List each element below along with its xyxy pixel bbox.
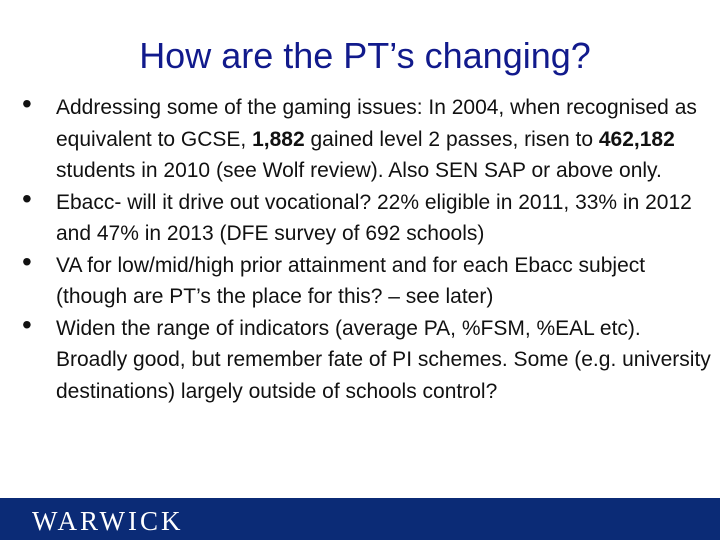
bullet-text-part: Addressing some of the gaming issues: In 2004, when recognised as equivalent to GCSE, [56, 96, 697, 151]
bullet-item [22, 245, 712, 313]
bullet-dot-icon: • [22, 182, 32, 214]
bullet-text-part: VA for low/mid/high prior attainment and for each Ebacc subject (though are PT’s the place for this? – see later) [56, 253, 646, 308]
bullet-text-part: Widen the range of indicators (average PA, %FSM, %EAL etc). Broadly good, but remember fate of PI schemes. Some (e.g. university destinations) largely outside of schools control? [56, 316, 711, 403]
bullet-text-highlight: 1,882 [252, 127, 305, 151]
bullet-item [22, 308, 712, 408]
bullet-dot-icon: • [22, 245, 32, 277]
bullet-text [56, 191, 692, 246]
bullet-text-part: gained level 2 passes, risen to [304, 127, 599, 151]
bullet-item [22, 182, 712, 250]
bullet-text-part: students in 2010 (see Wolf review). Also SEN SAP or above only. [56, 159, 662, 182]
bullet-list [22, 88, 712, 407]
bullet-item [22, 88, 712, 187]
bullet-dot-icon: • [22, 88, 32, 119]
footer-bar [0, 498, 720, 540]
bullet-text-part: Ebacc- will it drive out vocational? 22% eligible in 2011, 33% in 2012 and 47% in 2013 (DFE survey of 692 schools) [56, 190, 692, 245]
slide-title: How are the PT’s changing? [139, 35, 591, 76]
bullet-text [56, 96, 697, 182]
bullet-text [56, 317, 711, 403]
bullet-text-highlight: 462,182 [598, 127, 675, 151]
bullet-dot-icon: • [22, 308, 32, 340]
warwick-logo: WARWICK [32, 506, 184, 536]
bullet-text [56, 254, 645, 309]
